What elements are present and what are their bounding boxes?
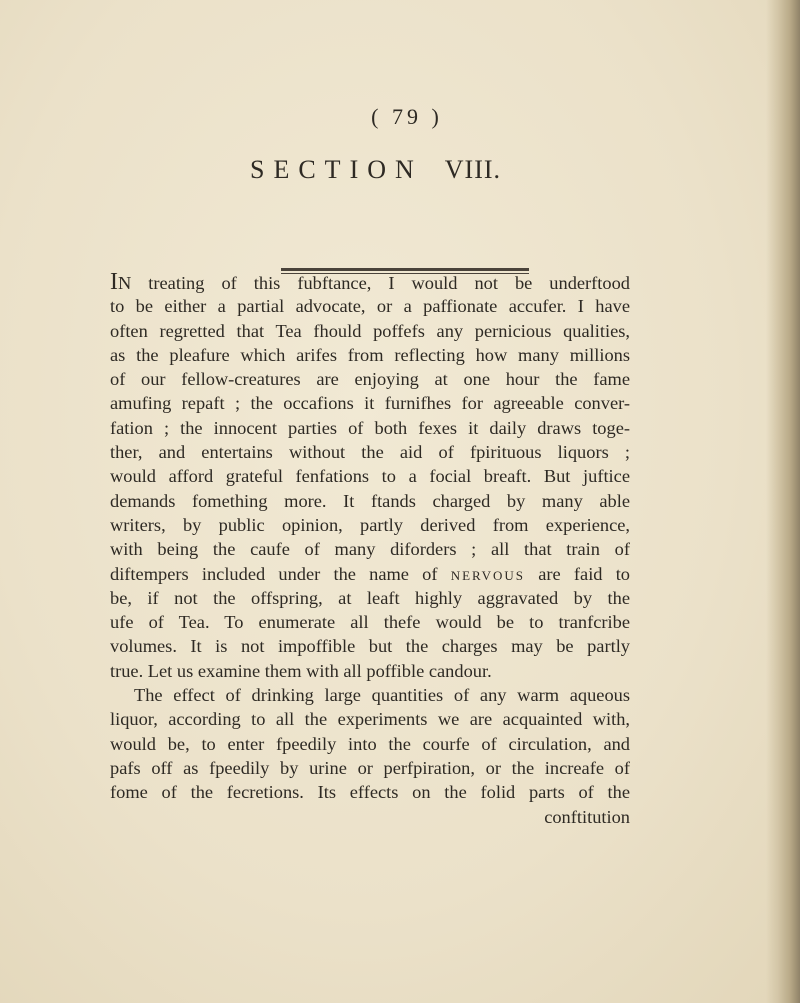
text-line: diftempers included under the name of NERVOUS are faid to [110, 563, 631, 584]
text-line: often regretted that Tea fhould poffefs any pernicious qualities, [110, 320, 630, 341]
text-line: as the pleafure which arifes from reflecting how many millions [110, 344, 630, 365]
text-line: The effect of drinking large quantities of any warm aqueous [134, 685, 630, 706]
text-line: volumes. It is not impoffible but the charges may be partly [110, 636, 630, 657]
page-number: ( 79 ) [371, 104, 443, 129]
section-number: VIII. [444, 155, 502, 184]
text-line: fome of the fecretions. Its effects on the folid parts of the [110, 782, 630, 803]
text-line: ufe of Tea. To enumerate all thefe would be to tranfcribe [110, 612, 630, 633]
catchword: conftitution [544, 806, 630, 827]
paragraph-2 [110, 683, 630, 829]
text-line: with being the caufe of many diforders ; all that train of [110, 539, 630, 560]
text-line: to be either a partial advocate, or a paffionate accufer. I have [110, 296, 630, 317]
section-heading [250, 155, 610, 185]
nervous-small-caps: NERVOUS [450, 567, 526, 583]
text-line: writers, by public opinion, partly derived from experience, [110, 514, 630, 535]
text-line: IN treating of this fubftance, I would not be underftood [110, 269, 630, 295]
body-text [110, 270, 630, 829]
initial-letter: I [110, 269, 118, 295]
paragraph-1 [110, 270, 630, 683]
text-line: demands fomething more. It ftands charged by many able [110, 490, 630, 511]
text-line: would afford grateful fenfations to a focial breaft. But juftice [110, 466, 630, 487]
binding-edge [766, 0, 800, 1003]
text-line: pafs off as fpeedily by urine or perfpiration, or the increafe of [110, 757, 630, 778]
text-line: true. Let us examine them with all poffible candour. [110, 660, 492, 681]
text-line: amufing repaft ; the occafions it furnifhes for agreeable conver- [110, 393, 630, 414]
text-line: fation ; the innocent parties of both fexes it daily draws toge- [110, 417, 630, 438]
text-line: be, if not the offspring, at leaft highly aggravated by the [110, 587, 630, 608]
text-line: liquor, according to all the experiments we are acquainted with, [110, 709, 630, 730]
text-line: would be, to enter fpeedily into the courfe of circulation, and [110, 733, 630, 754]
text-line: ther, and entertains without the aid of fpirituous liquors ; [110, 442, 630, 463]
text-line: of our fellow-creatures are enjoying at one hour the fame [110, 369, 630, 390]
section-label: SECTION [250, 155, 423, 184]
